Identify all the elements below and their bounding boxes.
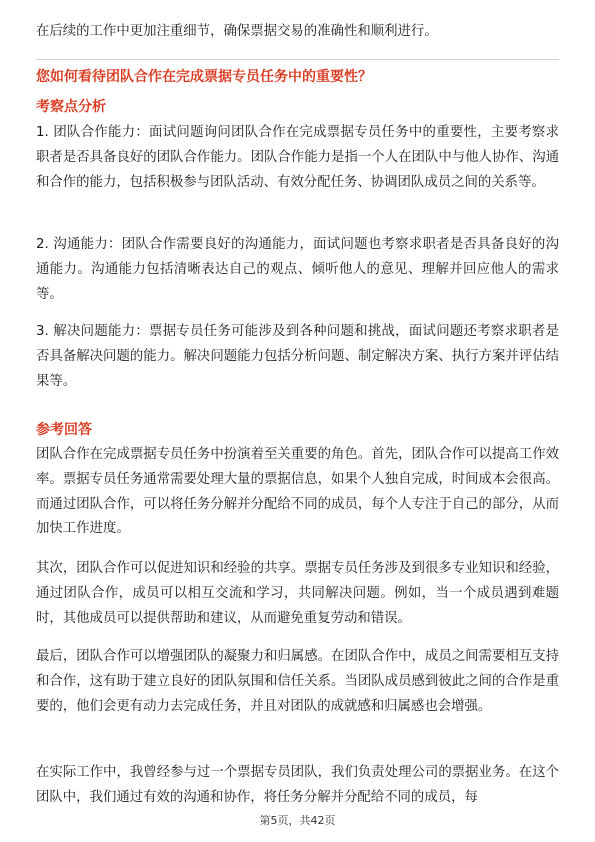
page-footer: 第5页，共42页 bbox=[259, 814, 336, 827]
answer-title: 参考回答 bbox=[36, 422, 92, 438]
analysis-point: 1. 团队合作能力：面试问题询问团队合作在完成票据专员任务中的重要性，主要考察求职者是否具备良好的团队合作能力。团队合作能力是指一个人在团队中与他人协作、沟通和合作的能力，包括积极参与团队活动、有效分配任务、协调团队成员之间的关系等。 bbox=[36, 125, 559, 190]
question-heading: 您如何看待团队合作在完成票据专员任务中的重要性？ bbox=[36, 69, 372, 85]
answer-paragraph: 最后，团队合作可以增强团队的凝聚力和归属感。在团队合作中，成员之间需要相互支持和合作，这有助于建立良好的团队氛围和信任关系。当团队成员感到彼此之间的合作是重要的，他们会更有动力去完成任务，并且对团队的成就感和归属感也会增强。 bbox=[36, 649, 559, 714]
section-divider bbox=[36, 59, 559, 60]
answer-paragraph: 团队合作在完成票据专员任务中扮演着至关重要的角色。首先，团队合作可以提高工作效率。票据专员任务通常需要处理大量的票据信息，如果个人独自完成，时间成本会很高。而通过团队合作，可以将任务分解并分配给不同的成员，每个人专注于自己的部分，从而加快工作进度。 bbox=[36, 447, 559, 537]
intro-text: 在后续的工作中更加注重细节，确保票据交易的准确性和顺利进行。 bbox=[36, 24, 438, 39]
analysis-point: 2. 沟通能力：团队合作需要良好的沟通能力，面试问题也考察求职者是否具备良好的沟通能力。沟通能力包括清晰表达自己的观点、倾听他人的意见、理解并回应他人的需求等。 bbox=[36, 237, 559, 302]
analysis-title: 考察点分析 bbox=[36, 99, 106, 115]
answer-paragraph: 在实际工作中，我曾经参与过一个票据专员团队，我们负责处理公司的票据业务。在这个团队中，我们通过有效的沟通和协作，将任务分解并分配给不同的成员，每 bbox=[36, 765, 559, 805]
analysis-point: 3. 解决问题能力：票据专员任务可能涉及到各种问题和挑战，面试问题还考察求职者是否具备解决问题的能力。解决问题能力包括分析问题、制定解决方案、执行方案并评估结果等。 bbox=[36, 324, 559, 389]
answer-paragraph: 其次，团队合作可以促进知识和经验的共享。票据专员任务涉及到很多专业知识和经验，通过团队合作，成员可以相互交流和学习，共同解决问题。例如，当一个成员遇到难题时，其他成员可以提供帮助和建议，从而避免重复劳动和错误。 bbox=[36, 561, 559, 626]
